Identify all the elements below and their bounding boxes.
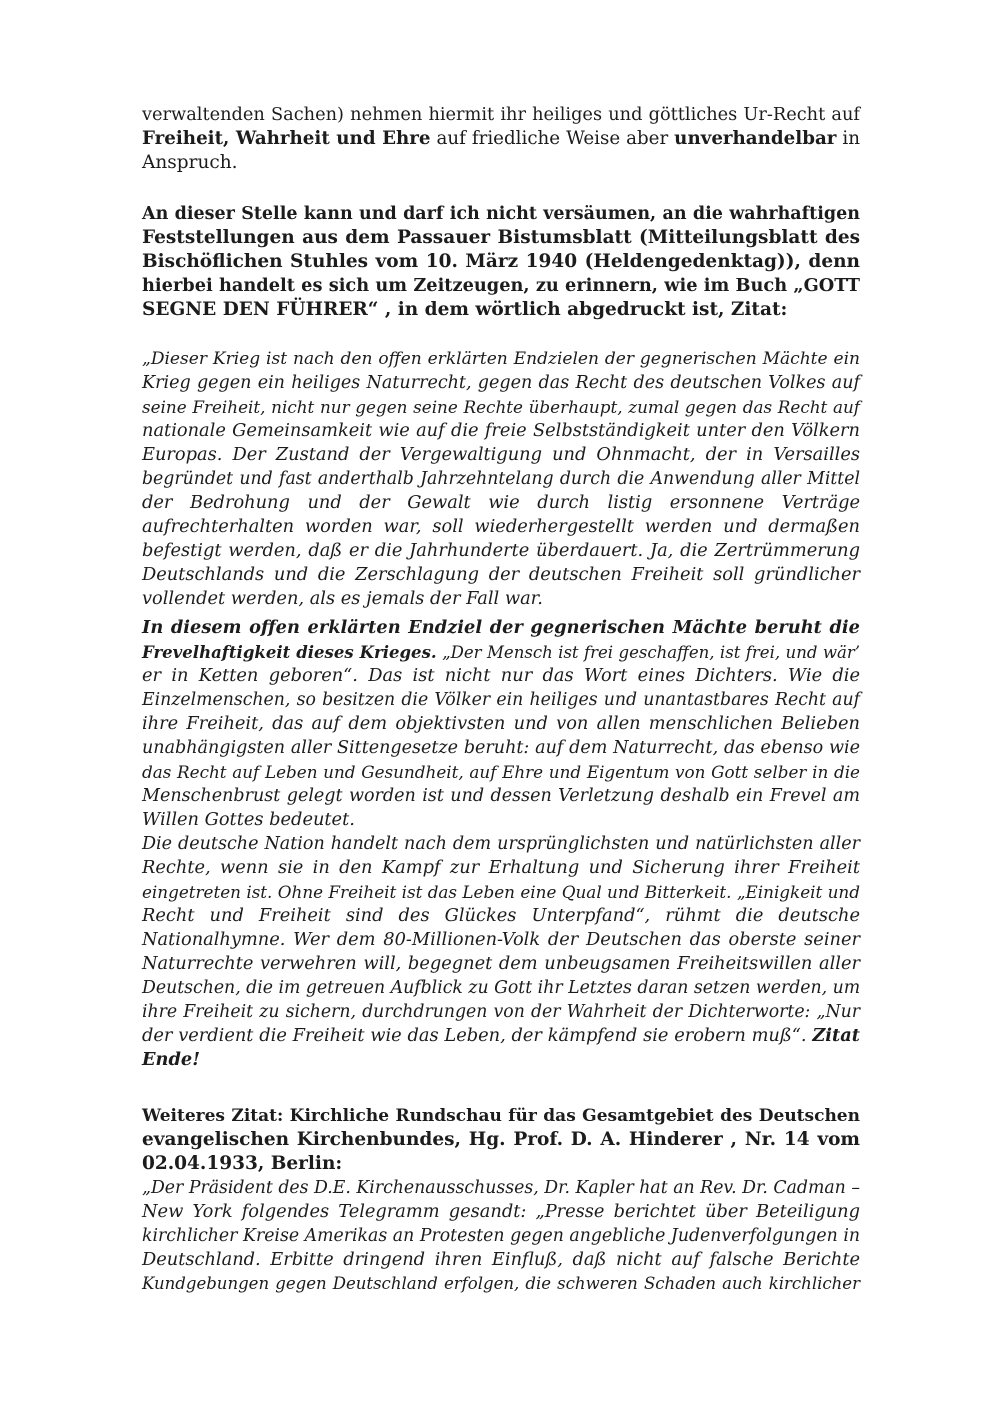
section-1-line: Feststellungen aus dem Passauer Bistumsblatt (Mitteilungsblatt des: [142, 227, 860, 248]
quote-3-line: Kundgebungen gegen Deutschland erfolgen, die schweren Schaden auch kirchlicher: [142, 1274, 860, 1293]
section-1-line: hierbei handelt es sich um Zeitzeugen, zu erinnern, wie im Buch „GOTT: [142, 275, 860, 296]
section-2-line: evangelischen Kirchenbundes, Hg. Prof. D. A. Hinderer , Nr. 14 vom: [142, 1129, 860, 1150]
quote-2-line: Naturrechte verwehren will, begegnet dem unbeugsamen Freiheitswillen aller: [142, 953, 860, 974]
section-1-line: SEGNE DEN FÜHRER“ , in dem wörtlich abgedruckt ist, Zitat:: [142, 299, 788, 320]
quote-2-last-line: der verdient die Freiheit wie das Leben, der kämpfend sie erobern muß“. Zitat: [142, 1025, 860, 1046]
quote-2-end: Ende!: [142, 1049, 201, 1070]
quote-2-line: er in Ketten geboren“. Das ist nicht nur das Wort eines Dichters. Wie die: [142, 665, 860, 686]
intro-line-3: Anspruch.: [142, 152, 238, 173]
quote-1-line: aufrechterhalten worden war, soll wiederhergestellt werden und dermaßen: [142, 516, 860, 537]
quote-2-line: ihre Freiheit, das auf dem objektivsten und von allen menschlichen Belieben: [142, 713, 860, 734]
quote-2-line: Nationalhymne. Wer dem 80-Millionen-Volk der Deutschen das oberste seiner: [142, 929, 860, 950]
quote-1-line: seine Freiheit, nicht nur gegen seine Rechte überhaupt, zumal gegen das Recht auf: [142, 397, 860, 417]
quote-2-line: Menschenbrust gelegt worden ist und dessen Verletzung deshalb ein Frevel am: [142, 786, 860, 806]
quote-2-paragraph: [142, 616, 860, 1072]
quote-2-line: Einzelmenschen, so besitzen die Völker ein heiliges und unantastbares Recht auf: [142, 690, 860, 710]
quote-1-line: Krieg gegen ein heiliges Naturrecht, gegen das Recht des deutschen Volkes auf: [142, 373, 860, 393]
intro-line-2: Freiheit, Wahrheit und Ehre auf friedliche Weise aber unverhandelbar in: [142, 128, 860, 149]
quote-1-line: begründet und fast anderthalb Jahrzehntelang durch die Anwendung aller Mittel: [142, 469, 860, 489]
section-1-paragraph: [142, 202, 860, 322]
quote-3-line: New York folgendes Telegramm gesandt: „Presse berichtet über Beteiligung: [142, 1201, 860, 1222]
section-2-line: 02.04.1933, Berlin:: [142, 1153, 343, 1174]
quote-3-line: „Der Präsident des D.E. Kirchenausschusses, Dr. Kapler hat an Rev. Dr. Cadman –: [142, 1178, 860, 1198]
quote-1-line: „Dieser Krieg ist nach den offen erklärten Endzielen der gegnerischen Mächte ein: [142, 349, 860, 369]
quote-2-line: ihre Freiheit zu sichern, durchdrungen von der Wahrheit der Dichterworte: „Nur: [142, 1002, 860, 1022]
quote-3-paragraph: [142, 1176, 860, 1296]
intro-paragraph: [142, 103, 860, 175]
quote-3-line: Deutschland. Erbitte dringend ihren Einfluß, daß nicht auf falsche Berichte: [142, 1249, 860, 1270]
zitat-label: Zitat: [812, 1025, 860, 1046]
quote-1-paragraph: [142, 347, 860, 611]
quote-2-line: Rechte, wenn sie in den Kampf zur Erhaltung und Sicherung ihrer Freiheit: [142, 857, 860, 878]
quote-3-line: kirchlicher Kreise Amerikas an Protesten gegen angebliche Judenverfolgungen in: [142, 1226, 860, 1246]
intro-bold-unverhandelbar: unverhandelbar: [674, 128, 837, 149]
quote-2-line: unabhängigsten aller Sittengesetze beruht: auf dem Naturrecht, das ebenso wie: [142, 738, 860, 758]
quote-2-bold-line: In diesem offen erklärten Endziel der gegnerischen Mächte beruht die: [142, 617, 860, 638]
section-1-line: An dieser Stelle kann und darf ich nicht versäumen, an die wahrhaftigen: [142, 204, 860, 224]
intro-line-1: verwaltenden Sachen) nehmen hiermit ihr heiliges und göttliches Ur-Recht auf: [142, 105, 860, 125]
intro-bold-freiheit: Freiheit, Wahrheit und Ehre: [142, 128, 431, 149]
quote-1-line: befestigt werden, daß er die Jahrhunderte überdauert. Ja, die Zertrümmerung: [142, 540, 860, 561]
quote-1-line: Deutschlands und die Zerschlagung der deutschen Freiheit soll gründlicher: [142, 564, 860, 585]
quote-1-line: vollendet werden, als es jemals der Fall war.: [142, 588, 543, 609]
quote-2-line: das Recht auf Leben und Gesundheit, auf Ehre und Eigentum von Gott selber in die: [142, 762, 860, 782]
quote-2-line: Deutschen, die im getreuen Aufblick zu Gott ihr Letztes daran setzen werden, um: [142, 978, 861, 998]
quote-2-mixed-line: Frevelhaftigkeit dieses Krieges. „Der Mensch ist frei geschaffen, ist frei, und wär’: [142, 642, 861, 662]
quote-2-line: eingetreten ist. Ohne Freiheit ist das Leben eine Qual und Bitterkeit. „Einigkeit und: [142, 882, 860, 902]
quote-1-line: nationale Gemeinsamkeit wie auf die freie Selbstständigkeit unter den Völkern: [142, 420, 860, 441]
quote-1-line: der Bedrohung und der Gewalt wie durch listig ersonnene Verträge: [142, 492, 860, 513]
quote-1-line: Europas. Der Zustand der Vergewaltigung und Ohnmacht, der in Versailles: [142, 444, 860, 465]
quote-2-line: Die deutsche Nation handelt nach dem ursprünglichsten und natürlichsten aller: [142, 834, 860, 854]
quote-2-line: Recht und Freiheit sind des Glückes Unterpfand“, rühmt die deutsche: [142, 905, 860, 926]
section-2-line: Weiteres Zitat: Kirchliche Rundschau für das Gesamtgebiet des Deutschen: [142, 1106, 860, 1126]
quote-2-line: Willen Gottes bedeutet.: [142, 809, 355, 830]
section-2-paragraph: [142, 1104, 860, 1176]
section-1-line: Bischöflichen Stuhles vom 10. März 1940 (Heldengedenktag)), denn: [142, 251, 860, 272]
